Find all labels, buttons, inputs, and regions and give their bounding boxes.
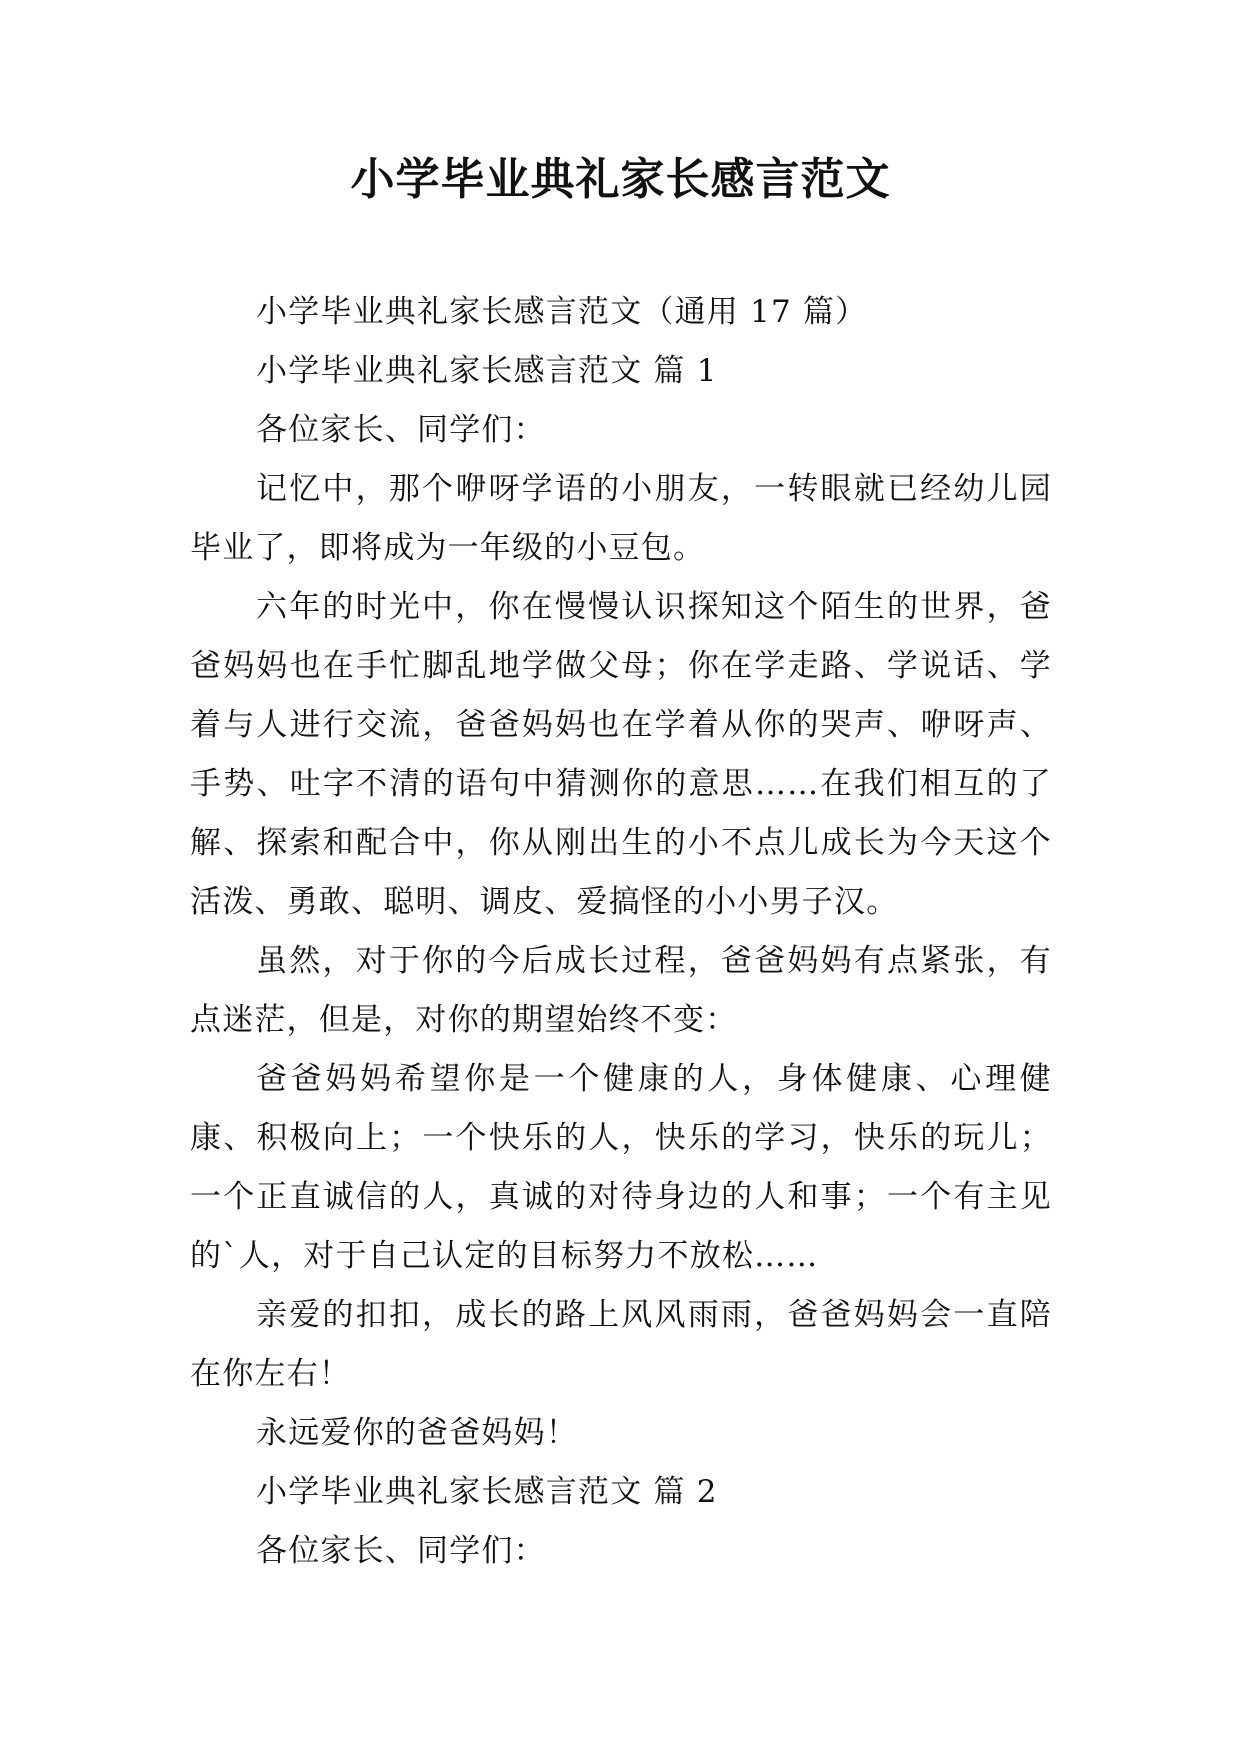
paragraph-salutation-2: 各位家长、同学们： <box>256 1533 546 1569</box>
paragraph: 六年的时光中，你在慢慢认识探知这个陌生的世界，爸爸妈妈也在手忙脚乱地学做父母；你在学走路、学说话、学着与人进行交流，爸爸妈妈也在学着从你的哭声、咿呀声、手势、吐字不清的语句中猜测你的意思……在我们相互的了解、探索和配合中，你从刚出生的小不点儿成长为今天这个活泼、勇敢、聪明、调皮、爱搞怪的小小男子汉。 <box>190 589 1052 920</box>
paragraph-signature: 永远爱你的爸爸妈妈！ <box>256 1415 578 1451</box>
paragraph: 爸爸妈妈希望你是一个健康的人，身体健康、心理健康、积极向上；一个快乐的人，快乐的学习，快乐的玩儿；一个正直诚信的人，真诚的对待身边的人和事；一个有主见的`人，对于自己认定的目标努力不放松…… <box>190 1061 1052 1274</box>
paragraph-subtitle: 小学毕业典礼家长感言范文（通用 17 篇） <box>256 294 868 330</box>
paragraph-salutation-1: 各位家长、同学们： <box>256 412 546 448</box>
paragraph: 亲爱的扣扣，成长的路上风风雨雨，爸爸妈妈会一直陪在你左右！ <box>190 1297 1052 1392</box>
paragraph-section-heading-2: 小学毕业典礼家长感言范文 篇 2 <box>256 1474 718 1510</box>
document-body <box>190 283 1052 1581</box>
paragraph-section-heading-1: 小学毕业典礼家长感言范文 篇 1 <box>256 353 718 389</box>
paragraph: 虽然，对于你的今后成长过程，爸爸妈妈有点紧张，有点迷茫，但是，对你的期望始终不变： <box>190 943 1052 1038</box>
document-title: 小学毕业典礼家长感言范文 <box>350 154 891 205</box>
paragraph: 记忆中，那个咿呀学语的小朋友，一转眼就已经幼儿园毕业了，即将成为一年级的小豆包。 <box>190 471 1052 566</box>
